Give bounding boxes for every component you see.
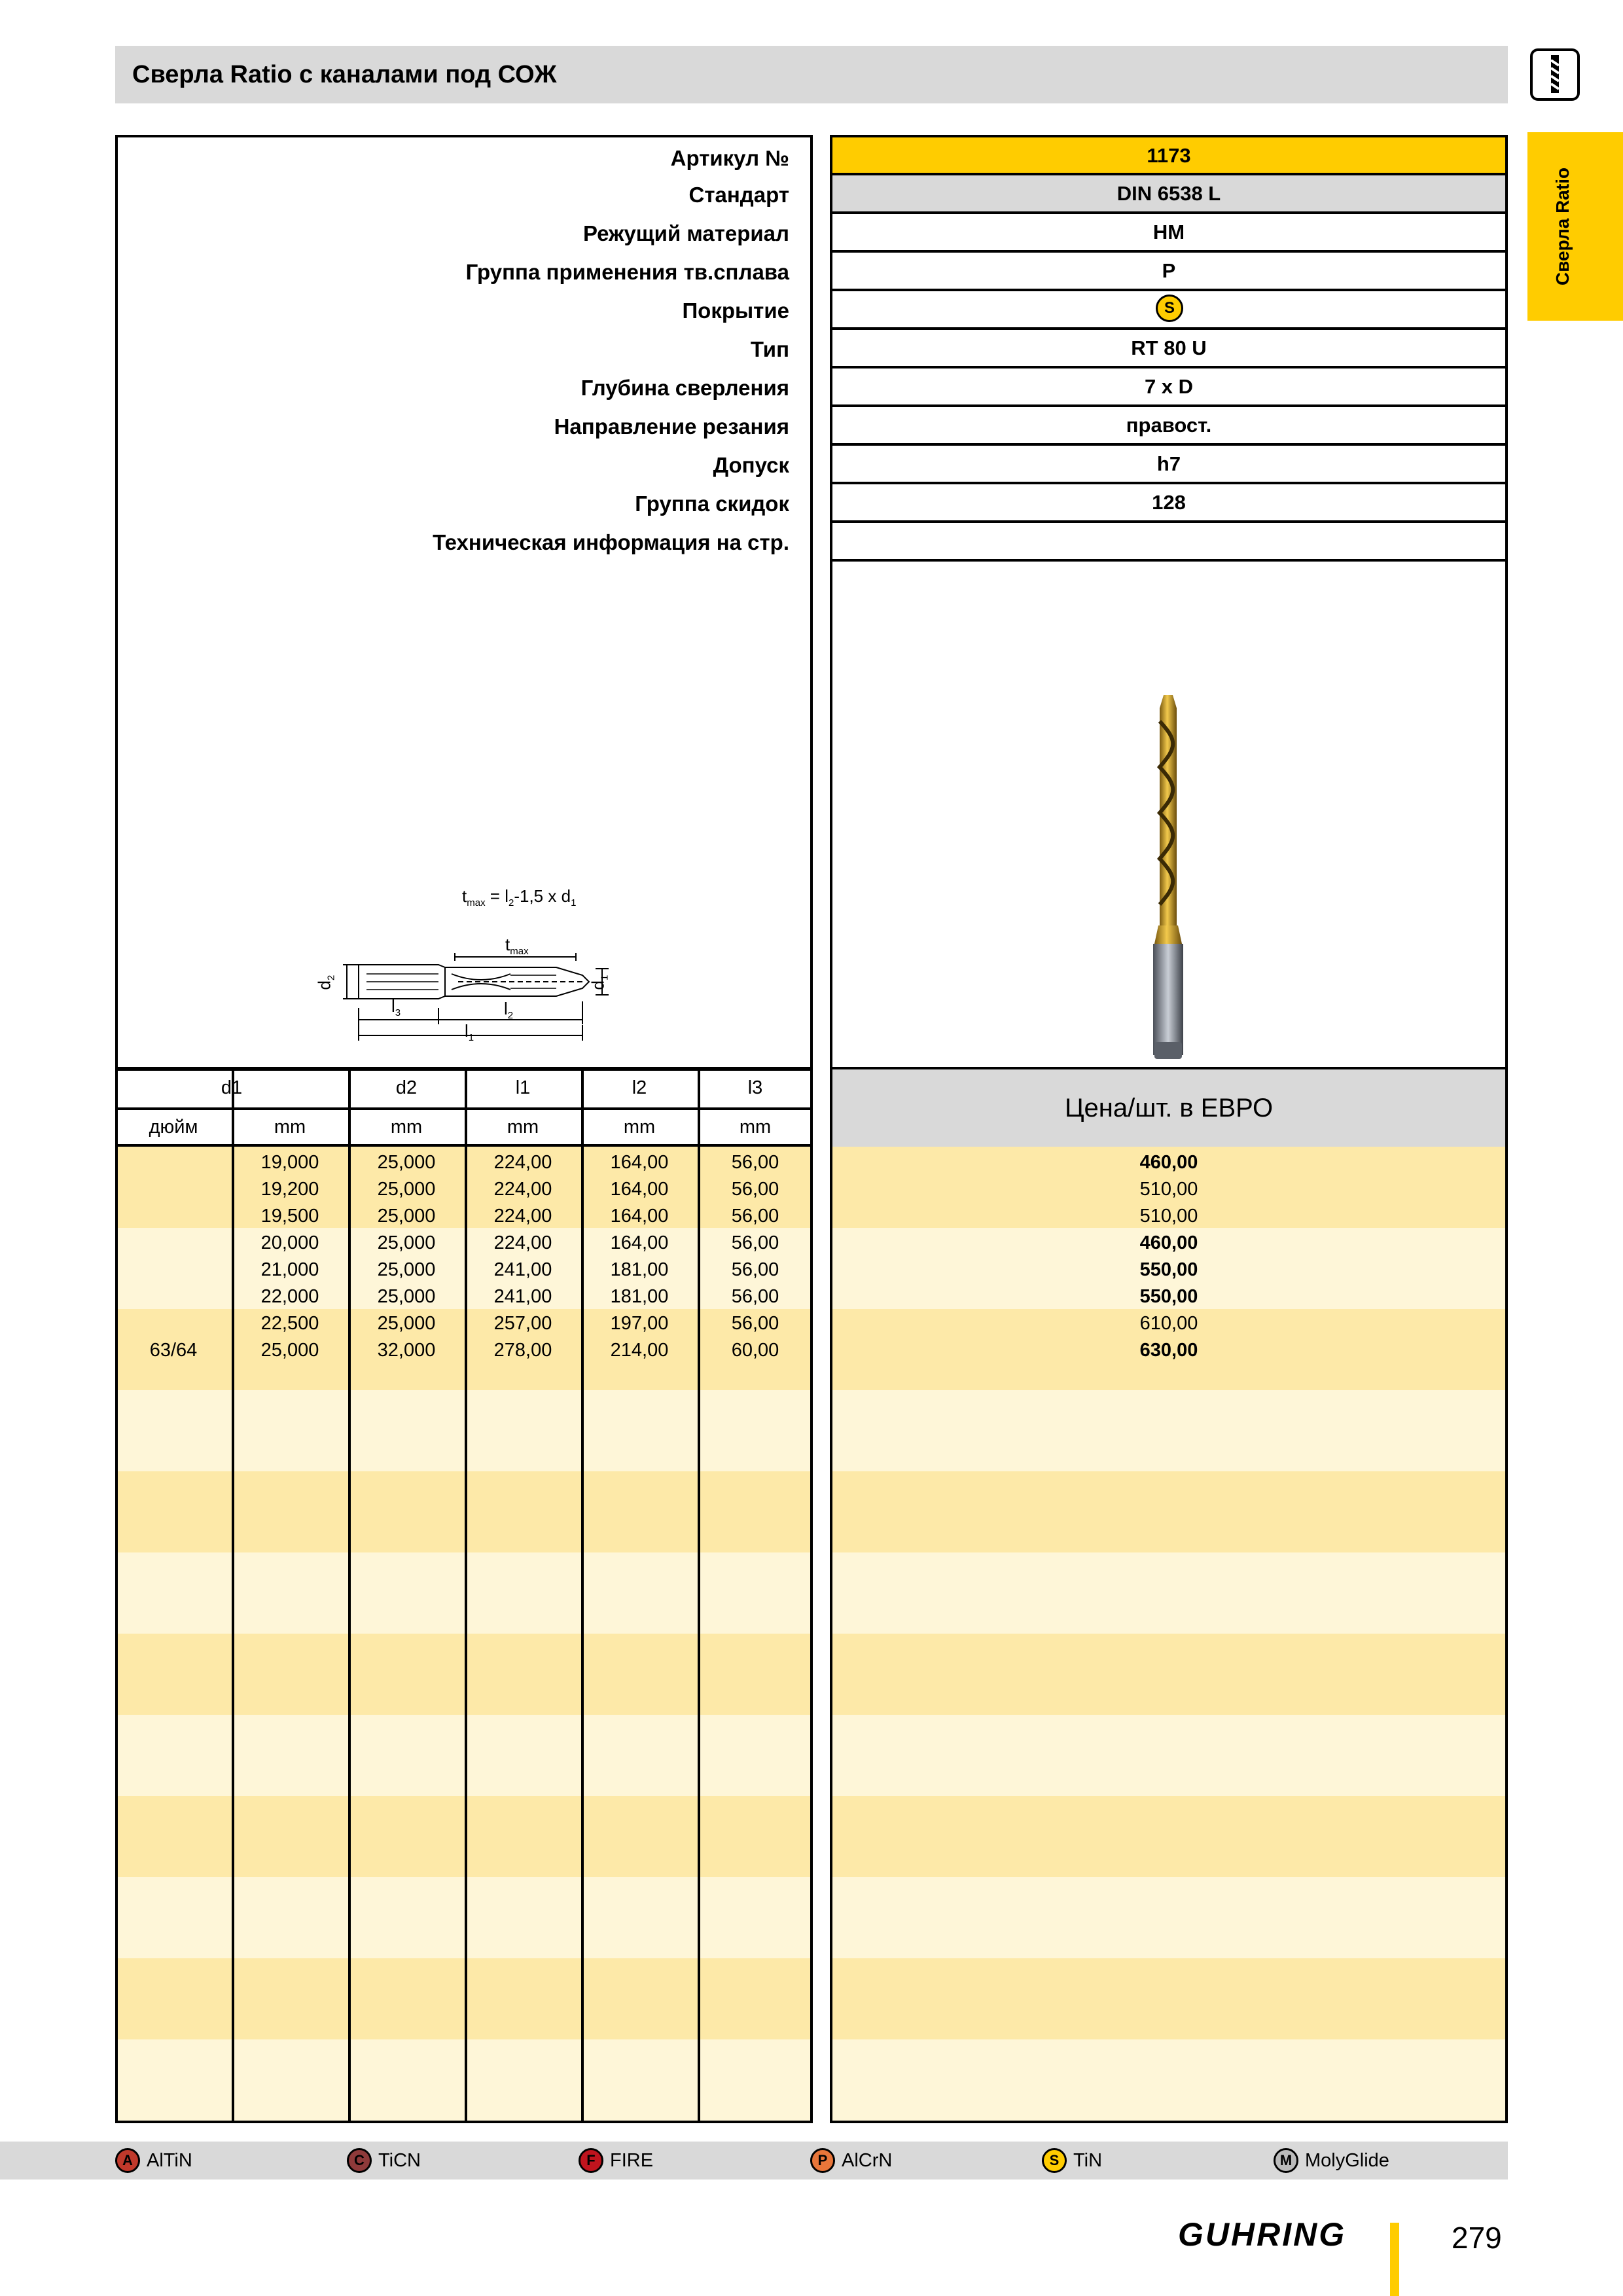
spec-label: Допуск <box>713 453 789 477</box>
label-l1: $l_1$ <box>465 1021 474 1044</box>
cell-l3: 56,00 <box>731 1313 779 1334</box>
legend-item <box>810 2144 892 2177</box>
cell-price: 610,00 <box>1139 1313 1198 1334</box>
cell-price: 550,00 <box>1139 1259 1198 1280</box>
footer-accent-bar <box>1390 2223 1399 2296</box>
cell-d2: 25,000 <box>377 1286 436 1307</box>
cell-d1: 21,000 <box>260 1259 319 1280</box>
table-bottom-line <box>115 2121 813 2123</box>
spec-value <box>830 327 1508 368</box>
cell-d1: 22,000 <box>260 1286 319 1307</box>
cell-d1: 19,200 <box>260 1179 319 1200</box>
spec-value <box>830 482 1508 523</box>
product-drill-image <box>1139 695 1198 1062</box>
coating-icon: P <box>810 2148 835 2173</box>
unit-header: mm <box>739 1117 772 1138</box>
spec-value-text: правост. <box>1126 414 1212 437</box>
side-tab-label: Сверла Ratio <box>1552 167 1573 286</box>
label-tmax: $t_{max}$ <box>505 935 529 958</box>
spec-value <box>830 520 1508 562</box>
coating-tin-icon <box>1156 295 1183 322</box>
legend-label: AlCrN <box>842 2149 893 2171</box>
cell-l2: 164,00 <box>610 1152 669 1173</box>
spec-label: Режущий материал <box>582 221 789 245</box>
cell-l1: 278,00 <box>493 1340 552 1361</box>
spec-value-text: 7 x D <box>1144 375 1194 398</box>
cell-inch <box>115 1257 232 1283</box>
brand-logo: GUHRING <box>1178 2216 1347 2253</box>
cell-price: 460,00 <box>1139 1152 1198 1173</box>
cell-price: 510,00 <box>1139 1206 1198 1227</box>
cell-price: 460,00 <box>1139 1232 1198 1253</box>
cell-l3: 56,00 <box>731 1206 779 1227</box>
cell-inch <box>115 1310 232 1337</box>
cell-d2: 25,000 <box>377 1259 436 1280</box>
cell-l2: 164,00 <box>610 1179 669 1200</box>
formula-text: $t_{max} = l_2-1,5$ x $d_1$ <box>462 886 577 909</box>
spec-value-text: 1173 <box>1147 144 1191 167</box>
spec-value-text: P <box>1162 259 1176 282</box>
cell-l1: 241,00 <box>493 1286 552 1307</box>
cell-inch <box>115 1176 232 1203</box>
spec-value <box>830 211 1508 253</box>
cell-l3: 56,00 <box>731 1286 779 1307</box>
column-header: l3 <box>747 1077 763 1098</box>
spec-value-text: h7 <box>1156 452 1181 475</box>
price-header: Цена/шт. в ЕВРО <box>1064 1094 1274 1122</box>
legend-item <box>579 2144 653 2177</box>
cell-l3: 56,00 <box>731 1152 779 1173</box>
drill-icon <box>1527 46 1582 103</box>
cell-d1: 20,000 <box>260 1232 319 1253</box>
coating-icon-letter: S <box>1164 299 1175 317</box>
coating-icon: C <box>347 2148 372 2173</box>
cell-l3: 60,00 <box>731 1340 779 1361</box>
spec-value-text: 128 <box>1152 491 1186 514</box>
spec-value <box>830 366 1508 407</box>
coating-icon: F <box>579 2148 603 2173</box>
table-bottom-line <box>830 2121 1508 2123</box>
cell-d2: 25,000 <box>377 1232 436 1253</box>
legend-label: MolyGlide <box>1305 2149 1389 2171</box>
legend-label: AlTiN <box>147 2149 192 2171</box>
column-header: l2 <box>632 1077 647 1098</box>
coating-icon: A <box>115 2148 140 2173</box>
cell-l3: 56,00 <box>731 1179 779 1200</box>
legend-label: FIRE <box>610 2149 654 2171</box>
cell-d1: 25,000 <box>260 1340 319 1361</box>
legend-item <box>115 2144 192 2177</box>
cell-l1: 241,00 <box>493 1259 552 1280</box>
cell-l1: 224,00 <box>493 1232 552 1253</box>
coating-icon: S <box>1042 2148 1067 2173</box>
cell-inch: 63/64 <box>149 1340 198 1361</box>
cell-d1: 22,500 <box>260 1313 319 1334</box>
drill-dimension-diagram <box>308 884 635 1054</box>
spec-label: Тип <box>750 337 789 361</box>
cell-price: 510,00 <box>1139 1179 1198 1200</box>
unit-header: дюйм <box>149 1117 198 1138</box>
label-l3: $l_3$ <box>391 996 401 1019</box>
cell-d2: 32,000 <box>377 1340 436 1361</box>
cell-d2: 25,000 <box>377 1179 436 1200</box>
cell-d1: 19,500 <box>260 1206 319 1227</box>
page-number: 279 <box>1452 2221 1502 2255</box>
label-l2: $l_2$ <box>504 999 514 1022</box>
cell-d2: 25,000 <box>377 1206 436 1227</box>
cell-l2: 181,00 <box>610 1259 669 1280</box>
spec-label: Направление резания <box>554 414 789 439</box>
legend-label: TiN <box>1073 2149 1103 2171</box>
page-header <box>115 46 1508 103</box>
spec-value <box>830 173 1508 214</box>
spec-value <box>830 404 1508 446</box>
coating-icon: M <box>1274 2148 1298 2173</box>
cell-price: 550,00 <box>1139 1286 1198 1307</box>
label-d2: $d_2$ <box>314 975 337 990</box>
unit-header: mm <box>507 1117 539 1138</box>
legend-label: TiCN <box>378 2149 421 2171</box>
page-title: Сверла Ratio с каналами под СОЖ <box>132 61 557 88</box>
spec-label: Группа скидок <box>635 492 789 516</box>
legend-item <box>347 2144 421 2177</box>
spec-label: Покрытие <box>682 298 789 323</box>
cell-l1: 257,00 <box>493 1313 552 1334</box>
cell-price: 630,00 <box>1139 1340 1198 1361</box>
spec-label: Артикул № <box>670 146 789 170</box>
cell-l3: 56,00 <box>731 1232 779 1253</box>
spec-label: Группа применения тв.сплава <box>465 260 789 284</box>
cell-d2: 25,000 <box>377 1313 436 1334</box>
cell-l2: 197,00 <box>610 1313 669 1334</box>
spec-value <box>830 443 1508 484</box>
cell-d2: 25,000 <box>377 1152 436 1173</box>
legend-item <box>1274 2144 1389 2177</box>
unit-header: mm <box>390 1117 423 1138</box>
unit-header: mm <box>623 1117 656 1138</box>
spec-value <box>830 135 1508 177</box>
spec-label: Глубина сверления <box>580 376 789 400</box>
cell-inch <box>115 1149 232 1176</box>
spec-value <box>830 250 1508 291</box>
label-d1: $d_1$ <box>588 975 611 990</box>
spec-label: Стандарт <box>688 183 789 207</box>
cell-l2: 164,00 <box>610 1206 669 1227</box>
cell-inch <box>115 1230 232 1257</box>
unit-header: mm <box>274 1117 306 1138</box>
spec-value-text: DIN 6538 L <box>1116 182 1221 205</box>
spec-label: Техническая информация на стр. <box>433 530 789 554</box>
column-header: d2 <box>395 1077 418 1098</box>
cell-inch <box>115 1203 232 1230</box>
cell-d1: 19,000 <box>260 1152 319 1173</box>
cell-l3: 56,00 <box>731 1259 779 1280</box>
side-tab[interactable] <box>1527 132 1623 321</box>
cell-inch <box>115 1283 232 1310</box>
column-header: l1 <box>515 1077 531 1098</box>
cell-l2: 214,00 <box>610 1340 669 1361</box>
cell-l1: 224,00 <box>493 1152 552 1173</box>
cell-l1: 224,00 <box>493 1179 552 1200</box>
legend-item <box>1042 2144 1102 2177</box>
cell-l1: 224,00 <box>493 1206 552 1227</box>
spec-value-text: HM <box>1152 221 1185 243</box>
spec-value-text: RT 80 U <box>1131 336 1207 359</box>
cell-l2: 164,00 <box>610 1232 669 1253</box>
column-header: d1 <box>221 1077 243 1098</box>
cell-l2: 181,00 <box>610 1286 669 1307</box>
